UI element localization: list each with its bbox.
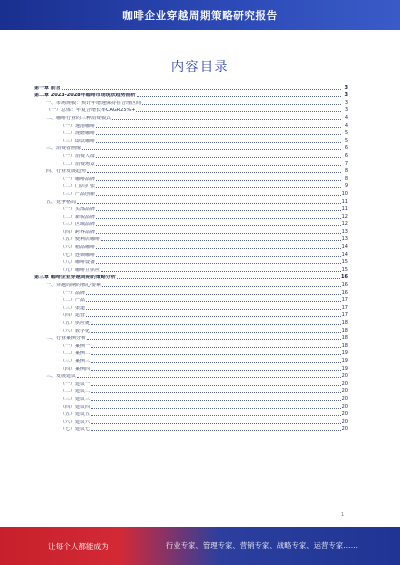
toc-entry[interactable] bbox=[34, 258, 348, 266]
toc-entry[interactable] bbox=[34, 417, 348, 425]
toc-entry-page: 14 bbox=[341, 251, 348, 258]
toc-entry[interactable] bbox=[34, 227, 348, 235]
toc-leader-dots bbox=[96, 134, 341, 135]
toc-entry-page: 20 bbox=[341, 418, 348, 425]
toc-entry[interactable] bbox=[34, 113, 348, 121]
toc-entry-title: 第一章 前言 bbox=[34, 85, 61, 91]
toc-entry-title: （九）咖啡豆供应 bbox=[60, 267, 101, 273]
toc-entry[interactable] bbox=[34, 296, 348, 304]
toc-leader-dots bbox=[91, 354, 341, 355]
toc-entry[interactable] bbox=[34, 197, 348, 205]
toc-leader-dots bbox=[91, 408, 341, 409]
toc-entry-title: （五）供应链 bbox=[60, 321, 91, 326]
toc-entry-title: （三）区域品牌 bbox=[60, 222, 96, 228]
toc-entry-title: （三）案例三 bbox=[60, 358, 91, 364]
toc-entry-title: （三）即饮咖啡 bbox=[60, 138, 96, 144]
toc-leader-dots bbox=[96, 127, 341, 128]
toc-entry-title: （五）建议五 bbox=[60, 412, 91, 418]
toc-leader-dots bbox=[86, 301, 341, 302]
toc-entry-page: 8 bbox=[344, 175, 348, 182]
footer-roles: 行业专家、管理专家、营销专家、战略专家、运营专家…… bbox=[166, 541, 359, 550]
toc-entry[interactable] bbox=[34, 174, 348, 182]
toc-entry-page: 20 bbox=[341, 403, 348, 410]
toc-entry-title: （六）建议六 bbox=[60, 419, 91, 425]
toc-heading: 内容目录 bbox=[170, 60, 229, 75]
toc-entry-title: （一）消费人群 bbox=[60, 153, 96, 159]
toc-entry[interactable] bbox=[34, 235, 348, 243]
toc-leader-dots bbox=[91, 370, 341, 371]
toc-leader-dots bbox=[137, 96, 341, 97]
toc-entry-page: 18 bbox=[341, 342, 348, 349]
toc-entry-title: （一）总体：年复合增长率CAGR25%+ bbox=[46, 108, 136, 114]
toc-entry[interactable] bbox=[34, 318, 348, 326]
toc-leader-dots bbox=[62, 89, 341, 90]
toc-entry-page: 4 bbox=[344, 114, 348, 121]
header-banner bbox=[0, 0, 400, 30]
toc-entry[interactable] bbox=[34, 242, 348, 250]
toc-entry-page: 20 bbox=[341, 426, 348, 433]
toc-entry[interactable] bbox=[34, 280, 348, 288]
toc-entry[interactable] bbox=[34, 220, 348, 228]
toc-entry-title: （二）消费场景 bbox=[60, 161, 96, 167]
toc-entry-title: （二）现磨咖啡 bbox=[60, 131, 96, 137]
toc-entry-title: （二）门店扩张 bbox=[60, 184, 96, 190]
toc-entry-title: 五、竞争格局 bbox=[46, 199, 77, 205]
toc-entry-page: 20 bbox=[341, 388, 348, 395]
toc-entry-title: （三）建议三 bbox=[60, 396, 91, 402]
toc-entry-page: 18 bbox=[341, 327, 348, 334]
toc-entry-page: 3 bbox=[344, 107, 348, 114]
toc-entry[interactable] bbox=[34, 273, 348, 281]
toc-entry-page: 5 bbox=[344, 137, 348, 144]
toc-entry[interactable] bbox=[34, 250, 348, 258]
toc-entry-title: （四）跨界品牌 bbox=[60, 229, 96, 235]
toc-entry[interactable] bbox=[34, 334, 348, 342]
toc-leader-dots bbox=[101, 240, 341, 241]
toc-entry-page: 17 bbox=[341, 304, 348, 311]
toc-entry-page: 19 bbox=[341, 350, 348, 357]
toc-entry-page: 3 bbox=[344, 92, 348, 99]
toc-entry[interactable] bbox=[34, 425, 348, 433]
toc-entry-title: （六）精品咖啡 bbox=[60, 245, 96, 251]
toc-entry[interactable] bbox=[34, 372, 348, 380]
toc-entry[interactable] bbox=[34, 129, 348, 137]
toc-entry-page: 20 bbox=[341, 373, 348, 380]
toc-entry-page: 15 bbox=[341, 266, 348, 273]
toc-entry-page: 11 bbox=[341, 198, 348, 205]
toc-entry[interactable] bbox=[34, 402, 348, 410]
toc-entry-title: （四）建议四 bbox=[60, 404, 91, 410]
toc-entry-page: 3 bbox=[344, 84, 348, 91]
toc-entry-page: 6 bbox=[344, 152, 348, 159]
toc-entry-title: （二）新锐品牌 bbox=[60, 214, 96, 220]
toc-entry-page: 19 bbox=[341, 365, 348, 372]
toc-entry-title: （一）咖啡品牌 bbox=[60, 176, 96, 182]
toc-entry-page: 10 bbox=[341, 190, 348, 197]
toc-leader-dots bbox=[87, 339, 341, 340]
toc-entry[interactable] bbox=[34, 182, 348, 190]
toc-leader-dots bbox=[91, 362, 341, 363]
toc-leader-dots bbox=[117, 278, 340, 279]
toc-leader-dots bbox=[87, 172, 341, 173]
toc-entry-title: 第三章 咖啡企业穿越周期的策略分析 bbox=[34, 275, 116, 281]
toc-leader-dots bbox=[82, 149, 341, 150]
toc-entry-page: 16 bbox=[341, 289, 348, 296]
toc-leader-dots bbox=[112, 119, 341, 120]
toc-leader-dots bbox=[91, 423, 341, 424]
toc-entry-page: 7 bbox=[344, 160, 348, 167]
toc-entry-title: （一）头部品牌 bbox=[60, 207, 96, 213]
toc-entry[interactable] bbox=[34, 189, 348, 197]
toc-entry-page: 19 bbox=[341, 357, 348, 364]
toc-entry[interactable] bbox=[34, 303, 348, 311]
toc-entry[interactable] bbox=[34, 326, 348, 334]
toc-entry-page: 11 bbox=[341, 206, 348, 213]
toc-entry[interactable] bbox=[34, 144, 348, 152]
toc-entry-title: （一）品牌 bbox=[60, 290, 86, 296]
toc-leader-dots bbox=[91, 347, 341, 348]
toc-entry-page: 5 bbox=[344, 130, 348, 137]
toc-entry-page: 18 bbox=[341, 335, 348, 342]
toc-entry[interactable] bbox=[34, 364, 348, 372]
toc-entry-title: （三）产品创新 bbox=[60, 191, 96, 197]
toc-leader-dots bbox=[96, 142, 341, 143]
table-of-contents bbox=[34, 83, 348, 432]
toc-entry[interactable] bbox=[34, 167, 348, 175]
page-number: 1 bbox=[340, 512, 344, 518]
toc-entry[interactable] bbox=[34, 387, 348, 395]
toc-entry[interactable] bbox=[34, 151, 348, 159]
toc-entry[interactable] bbox=[34, 288, 348, 296]
toc-leader-dots bbox=[136, 111, 341, 112]
toc-leader-dots bbox=[96, 157, 341, 158]
toc-entry-title: （八）咖啡设备 bbox=[60, 260, 96, 266]
toc-entry-page: 12 bbox=[341, 221, 348, 228]
toc-entry[interactable] bbox=[34, 121, 348, 129]
toc-leader-dots bbox=[96, 165, 341, 166]
toc-leader-dots bbox=[96, 218, 341, 219]
toc-entry-page: 3 bbox=[344, 99, 348, 106]
toc-leader-dots bbox=[96, 180, 341, 181]
toc-entry-page: 6 bbox=[344, 145, 348, 152]
toc-entry-title: （二）建议二 bbox=[60, 389, 91, 395]
toc-entry-title: （一）速溶咖啡 bbox=[60, 123, 96, 129]
toc-entry-page: 12 bbox=[341, 213, 348, 220]
toc-entry[interactable] bbox=[34, 212, 348, 220]
toc-leader-dots bbox=[91, 385, 341, 386]
toc-entry-title: （七）连锁咖啡 bbox=[60, 252, 96, 258]
toc-leader-dots bbox=[96, 233, 341, 234]
toc-entry[interactable] bbox=[34, 83, 348, 91]
toc-entry-title: （二）产品 bbox=[60, 298, 86, 304]
toc-entry-page: 13 bbox=[341, 228, 348, 235]
toc-leader-dots bbox=[91, 415, 341, 416]
toc-entry[interactable] bbox=[34, 91, 348, 99]
toc-entry-page: 13 bbox=[341, 236, 348, 243]
toc-entry[interactable] bbox=[34, 159, 348, 167]
toc-leader-dots bbox=[101, 271, 341, 272]
toc-entry-title: 四、行业发展趋势 bbox=[46, 169, 87, 175]
toc-entry[interactable] bbox=[34, 106, 348, 114]
toc-leader-dots bbox=[91, 324, 341, 325]
toc-entry-page: 4 bbox=[344, 122, 348, 129]
toc-leader-dots bbox=[96, 210, 341, 211]
toc-entry[interactable] bbox=[34, 356, 348, 364]
toc-entry-title: （四）运营 bbox=[60, 313, 86, 319]
toc-entry[interactable] bbox=[34, 98, 348, 106]
toc-entry-title: （四）案例四 bbox=[60, 366, 91, 372]
toc-entry[interactable] bbox=[34, 379, 348, 387]
toc-entry-title: （二）案例二 bbox=[60, 351, 91, 357]
toc-entry-title: （三）渠道 bbox=[60, 305, 86, 311]
toc-leader-dots bbox=[91, 400, 341, 401]
toc-entry-page: 16 bbox=[341, 282, 348, 289]
toc-entry[interactable] bbox=[34, 205, 348, 213]
toc-leader-dots bbox=[91, 392, 341, 393]
toc-leader-dots bbox=[91, 332, 341, 333]
report-title: 咖啡企业穿越周期策略研究报告 bbox=[122, 9, 278, 22]
toc-entry-title: 一、穿越周期的核心要素 bbox=[46, 283, 102, 289]
toc-leader-dots bbox=[77, 203, 341, 204]
toc-entry-page: 20 bbox=[341, 380, 348, 387]
toc-leader-dots bbox=[86, 309, 341, 310]
toc-entry[interactable] bbox=[34, 136, 348, 144]
toc-entry[interactable] bbox=[34, 311, 348, 319]
toc-entry[interactable] bbox=[34, 265, 348, 273]
toc-entry-title: （七）建议七 bbox=[60, 427, 91, 433]
toc-entry-page: 20 bbox=[341, 411, 348, 418]
toc-entry-title: （六）数字化 bbox=[60, 328, 91, 334]
toc-entry[interactable] bbox=[34, 341, 348, 349]
toc-entry-title: 二、行业案例分析 bbox=[46, 336, 87, 342]
toc-entry-title: 一、市场规模：预计年增速保持在合理区间 bbox=[46, 100, 142, 106]
toc-entry-title: （五）便利店咖啡 bbox=[60, 237, 101, 243]
footer-slogan: 让每个人都能成为 bbox=[48, 541, 109, 551]
toc-leader-dots bbox=[86, 316, 341, 317]
toc-entry[interactable] bbox=[34, 349, 348, 357]
toc-entry-page: 8 bbox=[344, 168, 348, 175]
toc-entry[interactable] bbox=[34, 394, 348, 402]
toc-entry-title: 三、发展建议 bbox=[46, 374, 77, 380]
toc-entry-title: 第二章 2023-2028年咖啡市场现状趋势剖析 bbox=[34, 93, 136, 99]
toc-entry[interactable] bbox=[34, 410, 348, 418]
toc-entry-title: （一）案例一 bbox=[60, 343, 91, 349]
toc-entry-page: 18 bbox=[341, 320, 348, 326]
toc-entry-page: 9 bbox=[344, 183, 348, 190]
toc-leader-dots bbox=[102, 286, 341, 287]
toc-leader-dots bbox=[96, 263, 341, 264]
footer-band bbox=[0, 527, 400, 565]
toc-leader-dots bbox=[96, 225, 341, 226]
toc-entry-title: 二、咖啡行业的三种消费模式 bbox=[46, 115, 112, 121]
toc-entry-page: 16 bbox=[341, 274, 348, 281]
toc-leader-dots bbox=[96, 256, 341, 257]
toc-entry-page: 17 bbox=[341, 312, 348, 319]
toc-entry-page: 15 bbox=[341, 259, 348, 266]
toc-entry-title: （一）建议一 bbox=[60, 381, 91, 387]
toc-leader-dots bbox=[142, 104, 341, 105]
toc-leader-dots bbox=[91, 430, 341, 431]
toc-entry-page: 17 bbox=[341, 297, 348, 304]
toc-entry-title: 三、消费者画像 bbox=[46, 146, 82, 152]
toc-leader-dots bbox=[77, 377, 341, 378]
toc-leader-dots bbox=[96, 248, 341, 249]
toc-leader-dots bbox=[96, 187, 341, 188]
toc-leader-dots bbox=[86, 294, 341, 295]
toc-entry-page: 20 bbox=[341, 395, 348, 402]
toc-leader-dots bbox=[96, 195, 341, 196]
toc-entry-page: 14 bbox=[341, 244, 348, 251]
